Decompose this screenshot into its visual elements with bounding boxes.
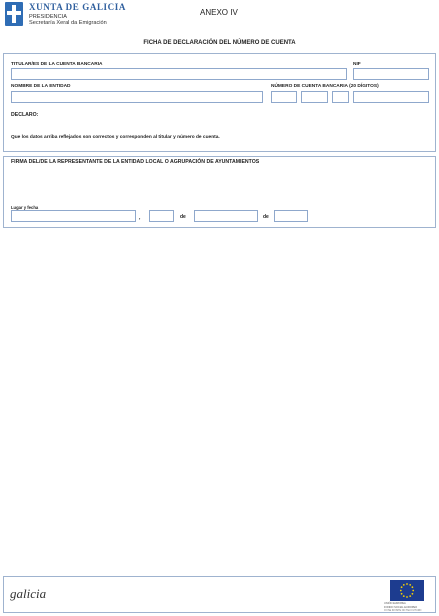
account-details-section <box>3 53 436 152</box>
eu-line2: FONDO SOCIAL EUROPEO <box>384 605 418 609</box>
nif-field[interactable] <box>353 68 429 80</box>
declaration-text: Que los datos arriba reflejados son correctos y corresponden al titular y número de cuenta. <box>11 135 220 140</box>
eu-flag-icon <box>390 580 424 601</box>
account-control-digits-field[interactable] <box>332 91 349 103</box>
xunta-logo <box>5 2 125 28</box>
org-name: XUNTA DE GALICIA <box>29 2 126 12</box>
account-holder-label: TITULAR/ES DE LA CUENTA BANCARIA <box>11 62 103 67</box>
entity-name-field[interactable] <box>11 91 263 103</box>
account-number-label: NÚMERO DE CUENTA BANCARIA (20 DÍGITOS) <box>271 84 379 89</box>
org-dept: PRESIDENCIA <box>29 14 67 20</box>
xunta-seal-icon <box>5 2 23 26</box>
org-unit: Secretaría Xeral da Emigración <box>29 20 107 26</box>
account-office-code-field[interactable] <box>301 91 328 103</box>
nif-label: NIF <box>353 62 361 67</box>
footer <box>3 576 436 613</box>
de-separator-1: de <box>180 214 186 220</box>
annex-label: ANEXO IV <box>200 8 238 17</box>
account-entity-code-field[interactable] <box>271 91 297 103</box>
account-holder-field[interactable] <box>11 68 347 80</box>
year-field[interactable] <box>274 210 308 222</box>
place-date-label: Lugar y fecha <box>11 205 39 210</box>
eu-line3: O FSE INVISTE NO TEU FUTURO <box>384 609 422 612</box>
day-field[interactable] <box>149 210 174 222</box>
signature-title: FIRMA DEL/DE LA REPRESENTANTE DE LA ENTIDAD LOCAL O AGRUPACIÓN DE AYUNTAMIENTOS <box>11 159 260 165</box>
form-title: FICHA DE DECLARACIÓN DEL NÚMERO DE CUENTA <box>143 40 296 46</box>
place-field[interactable] <box>11 210 136 222</box>
eu-line1: UNIÓN EUROPEA <box>384 602 406 605</box>
signature-section <box>3 156 436 228</box>
account-number-field[interactable] <box>353 91 429 103</box>
entity-name-label: NOMBRE DE LA ENTIDAD <box>11 84 71 89</box>
month-field[interactable] <box>194 210 258 222</box>
de-separator-2: de <box>263 214 269 220</box>
comma-separator: , <box>139 215 141 221</box>
galicia-logo: galicia <box>10 586 47 601</box>
declare-label: DECLARO: <box>11 112 39 118</box>
